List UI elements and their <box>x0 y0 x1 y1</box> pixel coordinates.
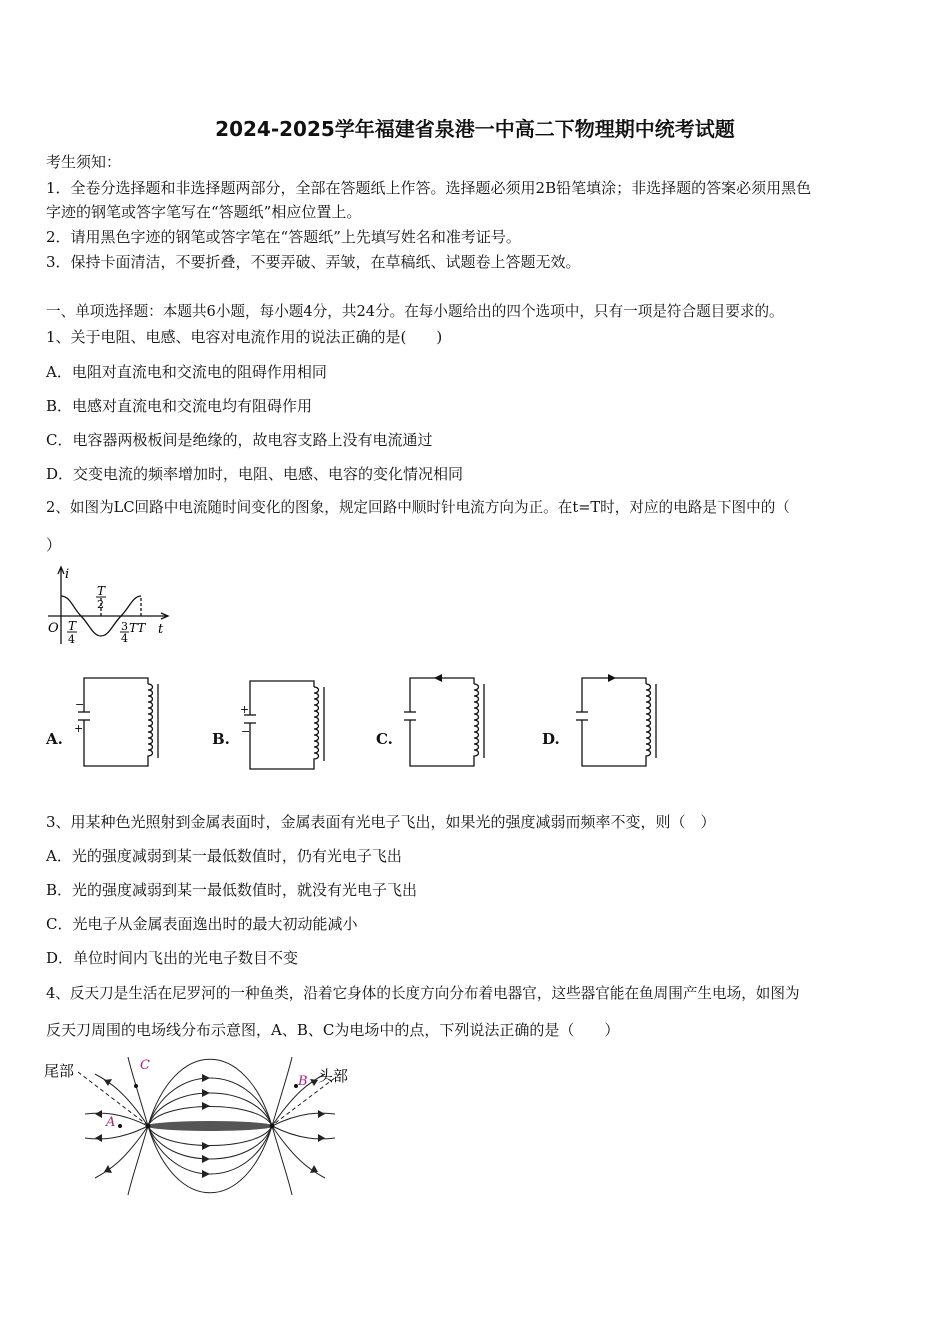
circuit-d <box>568 672 660 772</box>
plus-sign: + <box>240 703 250 716</box>
circuit-c <box>396 672 488 772</box>
tick-t4-num: T <box>68 619 77 633</box>
fish-field-figure <box>40 1052 370 1212</box>
inductor-coil <box>646 684 651 758</box>
q4-stem: 4、反天刀是生活在尼罗河的一种鱼类，沿着它身体的长度方向分布着电器官，这些器官能在鱼周围产生电场，如图为 <box>46 985 800 1002</box>
tick-t2-den: 2 <box>97 598 104 611</box>
i-axis-label: i <box>65 567 70 582</box>
circuit-option-c-label: C. <box>376 730 393 748</box>
point-a-label: A <box>106 1115 116 1130</box>
current-arrow-right <box>608 674 616 682</box>
q1-stem: 1、关于电阻、电感、电容对电流作用的说法正确的是( ) <box>46 328 443 346</box>
circuit-option-b-label: B. <box>212 730 230 748</box>
notice-item: 字迹的钢笔或答字笔写在“答题纸”相应位置上。 <box>46 203 362 221</box>
notice-heading: 考生须知： <box>46 153 122 171</box>
q1-option-d: D．交变电流的频率增加时，电阻、电感、电容的变化情况相同 <box>46 465 464 483</box>
point-c-label: C <box>140 1058 150 1073</box>
notice-item: 3．保持卡面清洁，不要折叠，不要弄破、弄皱，在草稿纸、试题卷上答题无效。 <box>46 253 581 271</box>
point-b-label: B <box>298 1074 308 1089</box>
inductor-coil <box>314 687 319 761</box>
t-axis-label: t <box>158 622 164 637</box>
circuit-a <box>70 672 162 772</box>
head-label: 头部 <box>318 1068 349 1085</box>
tick-t4-den: 4 <box>68 633 75 646</box>
tick-3t4-den: 4 <box>121 632 128 645</box>
tick-t-label: TT <box>129 621 146 635</box>
minus-sign: − <box>241 725 251 738</box>
notice-item: 2．请用黑色字迹的钢笔或答字笔在“答题纸”上先填写姓名和准考证号。 <box>46 228 521 246</box>
tail-label: 尾部 <box>44 1063 75 1080</box>
q3-stem: 3、用某种色光照射到金属表面时，金属表面有光电子飞出，如果光的强度减弱而频率不变，则（ ） <box>46 813 716 831</box>
q2-stem: 2、如图为LC回路中电流随时间变化的图象，规定回路中顺时针电流方向为正。在t=T时，对应的电路是下图中的（ <box>46 499 790 516</box>
q3-option-a: A．光的强度减弱到某一最低数值时，仍有光电子飞出 <box>46 847 402 865</box>
current-time-graph <box>40 562 180 652</box>
q3-option-d: D．单位时间内飞出的光电子数目不变 <box>46 949 299 967</box>
tick-t2-num: T <box>97 584 106 598</box>
circuit-option-d-label: D. <box>542 730 560 748</box>
tick-3t4-num: 3 <box>121 620 128 633</box>
minus-sign: − <box>75 698 85 711</box>
q4-stem-cont: 反天刀周围的电场线分布示意图，A、B、C为电场中的点，下列说法正确的是（ ） <box>46 1021 620 1039</box>
q3-option-c: C．光电子从金属表面逸出时的最大初动能减小 <box>46 915 358 933</box>
current-arrow-left <box>434 674 442 682</box>
notice-item: 1．全卷分选择题和非选择题两部分，全部在答题纸上作答。选择题必须用2B铅笔填涂；非选择题的答案必须用黑色 <box>46 179 812 197</box>
circuit-option-a-label: A. <box>46 730 63 748</box>
section-heading: 一、单项选择题：本题共6小题，每小题4分，共24分。在每小题给出的四个选项中，只有一项是符合题目要求的。 <box>46 303 784 320</box>
inductor-coil <box>474 684 479 758</box>
plus-sign: + <box>74 722 84 735</box>
origin-label: O <box>48 621 59 636</box>
q3-option-b: B．光的强度减弱到某一最低数值时，就没有光电子飞出 <box>46 881 418 899</box>
q2-stem-end: ） <box>46 536 62 554</box>
page-title: 2024-2025学年福建省泉港一中高二下物理期中统考试题 <box>215 117 735 141</box>
inductor-coil <box>148 684 153 758</box>
q1-option-a: A．电阻对直流电和交流电的阻碍作用相同 <box>46 363 327 381</box>
circuit-b <box>236 675 328 775</box>
q1-option-c: C．电容器两极板间是绝缘的，故电容支路上没有电流通过 <box>46 431 433 449</box>
q1-option-b: B．电感对直流电和交流电均有阻碍作用 <box>46 397 313 415</box>
fish-body <box>146 1121 274 1131</box>
